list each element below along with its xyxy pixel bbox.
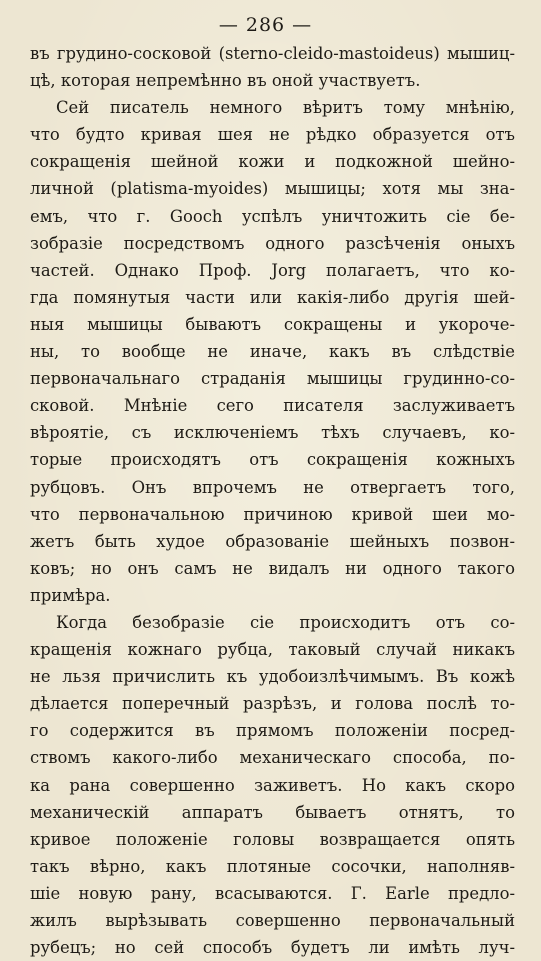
text-line: Когда безобразіе сіе происходитъ отъ со- [56, 612, 515, 632]
text-line: гда помянутыя части или какія-либо другія шей- [30, 287, 515, 307]
text-line: дѣлается поперечный разрѣзъ, и голова послѣ то- [30, 694, 515, 714]
page-number: — 286 — [218, 14, 313, 36]
text-line: зобразіе посредствомъ одного разсѣченія оныхъ [30, 233, 515, 253]
text-line: торые происходятъ отъ сокращенія кожныхъ [30, 450, 515, 470]
text-line: вѣроятіе, съ исключеніемъ тѣхъ случаевъ, ко- [30, 423, 515, 443]
text-line: го содержится въ прямомъ положеніи посред- [30, 721, 515, 741]
text-line: цѣ, которая непремѣнно въ оной участвуетъ. [30, 71, 421, 91]
text-line: кращенія кожнаго рубца, таковый случай никакъ [30, 640, 515, 660]
text-line: частей. Однако Проф. Jorg полагаетъ, что ко- [30, 260, 515, 280]
text-line: Сей писатель немного вѣритъ тому мнѣнію, [56, 98, 515, 118]
text-line: не льзя причислить къ удобоизлѣчимымъ. Въ кожѣ [30, 667, 515, 687]
text-line: сковой. Мнѣніе сего писателя заслуживаетъ [30, 396, 515, 416]
text-line: ныя мышицы бываютъ сокращены и укороче- [30, 314, 515, 334]
text-line: жилъ вырѣзывать совершенно первоначальный [30, 911, 515, 930]
text-line: ка рана совершенно заживетъ. Но какъ скоро [30, 775, 515, 795]
page-text [30, 40, 515, 961]
text-line: емъ, что г. Gooch успѣлъ уничтожить сіе бе- [30, 206, 515, 226]
text-line: сокращенія шейной кожи и подкожной шейно- [30, 152, 515, 172]
text-line: ковъ; но онъ самъ не видалъ ни одного такого [30, 558, 515, 578]
text-line: ствомъ какого-либо механическаго способа, по- [30, 748, 515, 768]
text-line: рубецъ; но сей способъ будетъ ли имѣть луч- [30, 938, 515, 958]
text-line: такъ вѣрно, какъ плотяные сосочки, наполняв- [30, 856, 515, 876]
text-line: кривое положеніе головы возвращается опять [30, 829, 515, 849]
text-line: примѣра. [30, 585, 111, 605]
text-line: ны, то вообще не иначе, какъ въ слѣдствіе [30, 342, 515, 362]
text-line: въ грудино-сосковой (sterno-cleido-mastoideus) мышиц- [30, 44, 515, 63]
text-line: первоначальнаго страданія мышицы грудинно-со- [30, 369, 515, 389]
text-line: рубцовъ. Онъ впрочемъ не отвергаетъ того, [30, 477, 515, 497]
text-line: механическій аппаратъ бываетъ отнятъ, то [30, 802, 515, 822]
text-line: жетъ быть худое образованіе шейныхъ позвон- [30, 531, 515, 551]
text-line: что будто кривая шея не рѣдко образуется отъ [30, 125, 515, 145]
text-line: личной (platisma-myoides) мышицы; хотя мы зна- [30, 179, 515, 199]
text-line: шіе новую рану, всасываются. Г. Earle предло- [30, 883, 515, 903]
text-line: что первоначальною причиною кривой шеи мо- [30, 504, 515, 524]
